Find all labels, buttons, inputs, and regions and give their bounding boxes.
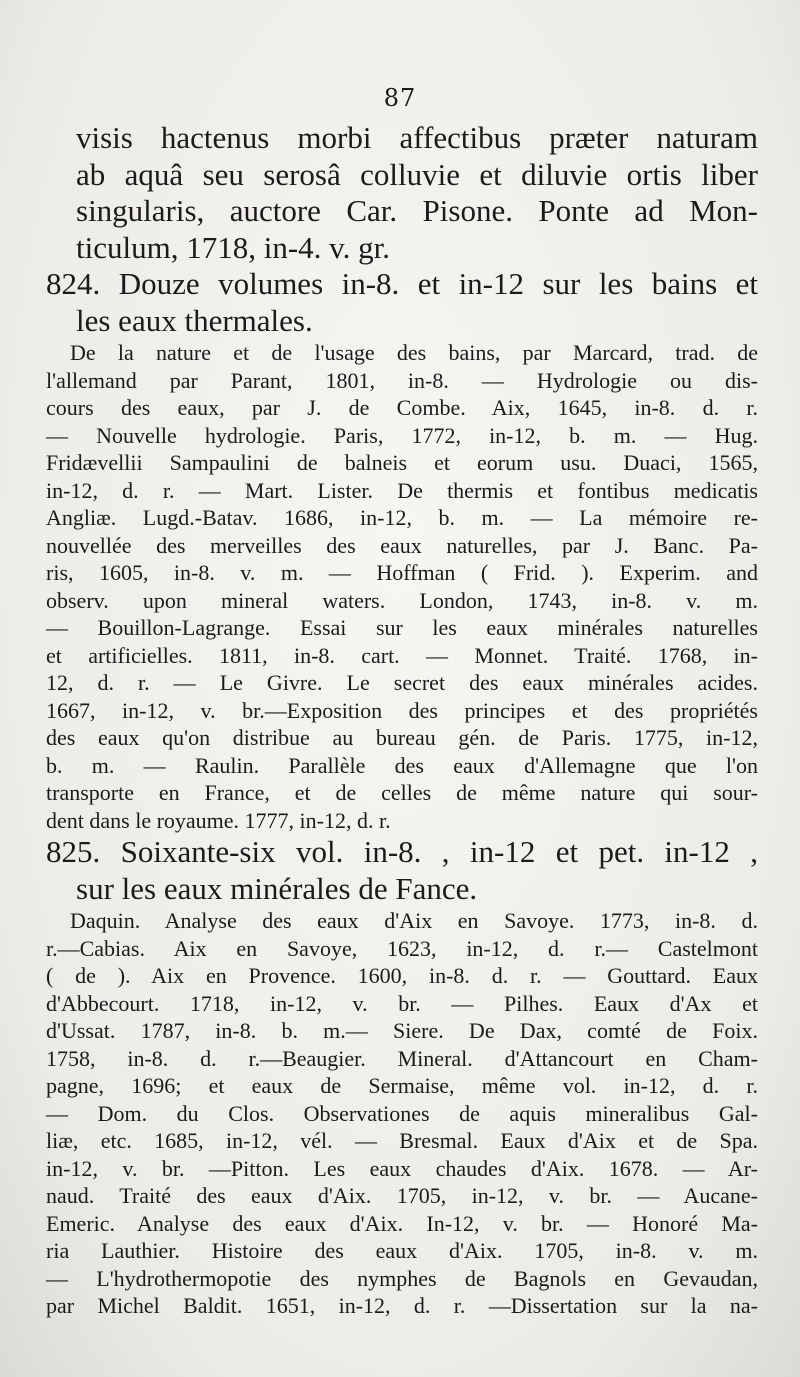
body-line: 1667, in-12, v. br.—Exposition des principes et des propriétés [46,697,758,723]
body-line: nouvellée des merveilles des eaux naturelles, par J. Banc. Pa- [46,532,758,558]
body-line: Daquin. Analyse des eaux d'Aix en Savoye. 1773, in-8. d. [70,908,758,933]
body-line: transporte en France, et de celles de même nature qui sour- [46,780,758,805]
body-line: l'allemand par Parant, 1801, in-8. — Hydrologie ou dis- [46,367,758,393]
body-line: — Dom. du Clos. Observationes de aquis mineralibus Gal- [46,1100,758,1126]
body-line: Emeric. Analyse des eaux d'Aix. In-12, v. br. — Honoré Ma- [46,1210,758,1236]
body-line: Angliæ. Lugd.-Batav. 1686, in-12, b. m. — La mémoire re- [46,505,758,530]
entry-825-body [46,907,758,1320]
body-line: De la nature et de l'usage des bains, par Marcard, trad. de [70,340,758,365]
body-line: r.—Cabias. Aix en Savoye, 1623, in-12, d. r.— Castelmont [46,935,758,961]
page-text [46,120,758,1320]
body-line: par Michel Baldit. 1651, in-12, d. r. —Dissertation sur la na- [46,1293,758,1318]
intro-paragraph [46,120,758,266]
body-line: pagne, 1696; et eaux de Sermaise, même vol. in-12, d. r. [46,1073,758,1098]
body-line: b. m. — Raulin. Parallèle des eaux d'Allemagne que l'on [46,752,758,778]
body-line: — Nouvelle hydrologie. Paris, 1772, in-12, b. m. — Hug. [46,422,758,448]
entry-824-body [46,339,758,834]
text-line: visis hactenus morbi affectibus præter naturam [76,120,758,155]
body-line: — L'hydrothermopotie des nymphes de Bagnols en Gevaudan, [46,1265,758,1291]
body-line: d'Ussat. 1787, in-8. b. m.— Siere. De Dax, comté de Foix. [46,1018,758,1043]
body-line: in-12, v. br. —Pitton. Les eaux chaudes d'Aix. 1678. — Ar- [46,1155,758,1181]
body-line: d'Abbecourt. 1718, in-12, v. br. — Pilhes. Eaux d'Ax et [46,990,758,1016]
body-line: et artificielles. 1811, in-8. cart. — Monnet. Traité. 1768, in- [46,642,758,668]
body-line: 1758, in-8. d. r.—Beaugier. Mineral. d'Attancourt en Cham- [46,1045,758,1071]
body-line: dent dans le royaume. 1777, in-12, d. r. [46,807,391,833]
body-line: 12, d. r. — Le Givre. Le secret des eaux minérales acides. [46,670,758,695]
page-number: 87 [383,84,417,112]
body-line: — Bouillon-Lagrange. Essai sur les eaux minérales naturelles [46,615,758,640]
body-line: ( de ). Aix en Provence. 1600, in-8. d. r. — Gouttard. Eaux [46,963,758,988]
heading-line: les eaux thermales. [76,302,313,338]
body-line: observ. upon mineral waters. London, 1743, in-8. v. m. [46,587,758,613]
heading-line: 824. Douze volumes in-8. et in-12 sur les bains et [46,266,758,301]
body-line: des eaux qu'on distribue au bureau gén. de Paris. 1775, in-12, [46,725,758,750]
entry-824-heading [46,266,758,339]
body-line: Fridævellii Sampaulini de balneis et eorum usu. Duaci, 1565, [46,450,758,475]
text-line: ticulum, 1718, in-4. v. gr. [76,229,390,265]
body-line: naud. Traité des eaux d'Aix. 1705, in-12, v. br. — Aucane- [46,1183,758,1208]
body-line: cours des eaux, par J. de Combe. Aix, 1645, in-8. d. r. [46,395,758,420]
body-line: ria Lauthier. Histoire des eaux d'Aix. 1705, in-8. v. m. [46,1238,758,1263]
heading-line: sur les eaux minérales de Fance. [76,870,478,906]
body-line: ris, 1605, in-8. v. m. — Hoffman ( Frid. ). Experim. and [46,560,758,585]
heading-line: 825. Soixante-six vol. in-8. , in-12 et pet. in-12 , [46,834,758,869]
text-line: ab aquâ seu serosâ colluvie et diluvie ortis liber [76,156,758,192]
body-line: in-12, d. r. — Mart. Lister. De thermis et fontibus medicatis [46,477,758,503]
body-line: liæ, etc. 1685, in-12, vél. — Bresmal. Eaux d'Aix et de Spa. [46,1128,758,1153]
entry-825-heading [46,834,758,907]
text-line: singularis, auctore Car. Pisone. Ponte ad Mon- [76,193,758,228]
